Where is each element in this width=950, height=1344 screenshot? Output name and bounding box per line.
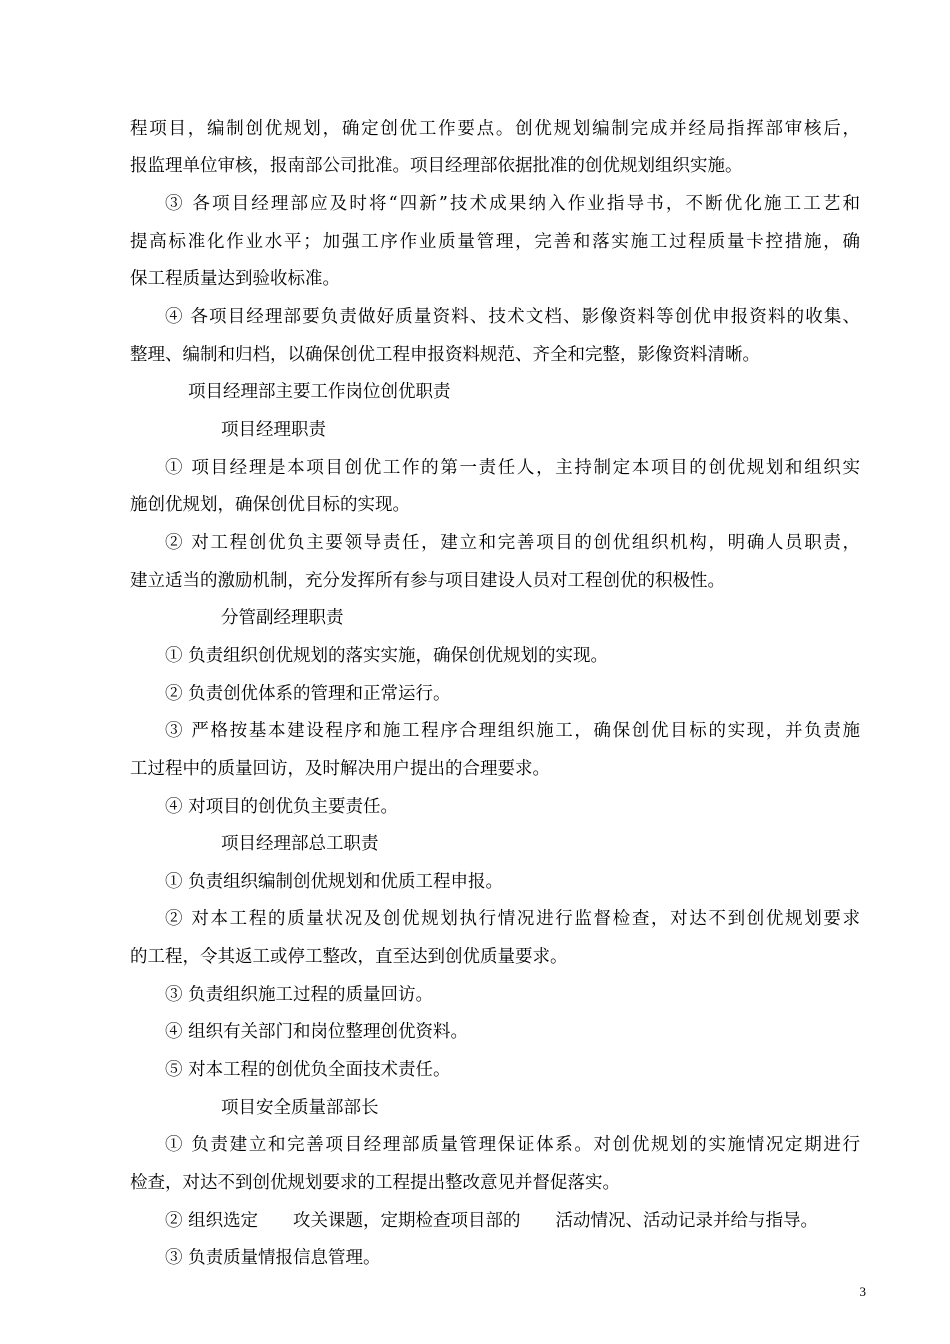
text-line-17: ③ 严格按基本建设程序和施工程序合理组织施工，确保创优目标的实现，并负责施 (165, 721, 860, 741)
text-line-31: ③ 负责质量情报信息管理。 (165, 1248, 381, 1268)
text-line-15: ① 负责组织创优规划的落实实施，确保创优规划的实现。 (165, 646, 609, 666)
text-line-23: 的工程，令其返工或停工整改，直至达到创优质量要求。 (130, 947, 568, 967)
text-line-1: 程项目，编制创优规划，确定创优工作要点。创优规划编制完成并经局指挥部审核后， (130, 119, 860, 139)
text-line-24: ③ 负责组织施工过程的质量回访。 (165, 985, 434, 1005)
text-line-6: ④ 各项目经理部要负责做好质量资料、技术文档、影像资料等创优申报资料的收集、 (165, 307, 860, 327)
section-heading: 项目经理部主要工作岗位创优职责 (188, 382, 451, 402)
text-line-25: ④ 组织有关部门和岗位整理创优资料。 (165, 1022, 469, 1042)
text-line-4: 提高标准化作业水平；加强工序作业质量管理，完善和落实施工过程质量卡控措施，确 (130, 232, 860, 252)
text-line-7: 整理、编制和归档，以确保创优工程申报资料规范、齐全和完整，影像资料清晰。 (130, 345, 760, 365)
text-line-19: ④ 对项目的创优负主要责任。 (165, 797, 399, 817)
text-line-28: ① 负责建立和完善项目经理部质量管理保证体系。对创优规划的实施情况定期进行 (165, 1135, 860, 1155)
text-line-22: ② 对本工程的质量状况及创优规划执行情况进行监督检查，对达不到创优规划要求 (165, 909, 860, 929)
text-line-30: ② 组织选定 攻关课题，定期检查项目部的 活动情况、活动记录并给与指导。 (165, 1211, 819, 1231)
text-line-11: 施创优规划，确保创优目标的实现。 (130, 495, 410, 515)
text-line-12: ② 对工程创优负主要领导责任，建立和完善项目的创优组织机构，明确人员职责， (165, 533, 860, 553)
text-line-18: 工过程中的质量回访，及时解决用户提出的合理要求。 (130, 759, 550, 779)
text-line-5: 保工程质量达到验收标准。 (130, 269, 340, 289)
text-line-10: ① 项目经理是本项目创优工作的第一责任人，主持制定本项目的创优规划和组织实 (165, 458, 860, 478)
text-line-26: ⑤ 对本工程的创优负全面技术责任。 (165, 1060, 451, 1080)
text-line-29: 检查，对达不到创优规划要求的工程提出整改意见并督促落实。 (130, 1173, 620, 1193)
subheading-quality-department-head: 项目安全质量部部长 (221, 1098, 379, 1118)
text-line-3: ③ 各项目经理部应及时将“四新”技术成果纳入作业指导书，不断优化施工工艺和 (165, 194, 860, 214)
page-number: 3 (859, 1284, 866, 1299)
text-line-13: 建立适当的激励机制，充分发挥所有参与项目建设人员对工程创优的积极性。 (130, 571, 725, 591)
subheading-project-manager: 项目经理职责 (221, 420, 326, 440)
text-line-16: ② 负责创优体系的管理和正常运行。 (165, 684, 451, 704)
subheading-deputy-manager: 分管副经理职责 (221, 608, 344, 628)
text-line-2: 报监理单位审核，报南部公司批准。项目经理部依据批准的创优规划组织实施。 (130, 156, 743, 176)
subheading-chief-engineer: 项目经理部总工职责 (221, 834, 379, 854)
text-line-21: ① 负责组织编制创优规划和优质工程申报。 (165, 872, 504, 892)
